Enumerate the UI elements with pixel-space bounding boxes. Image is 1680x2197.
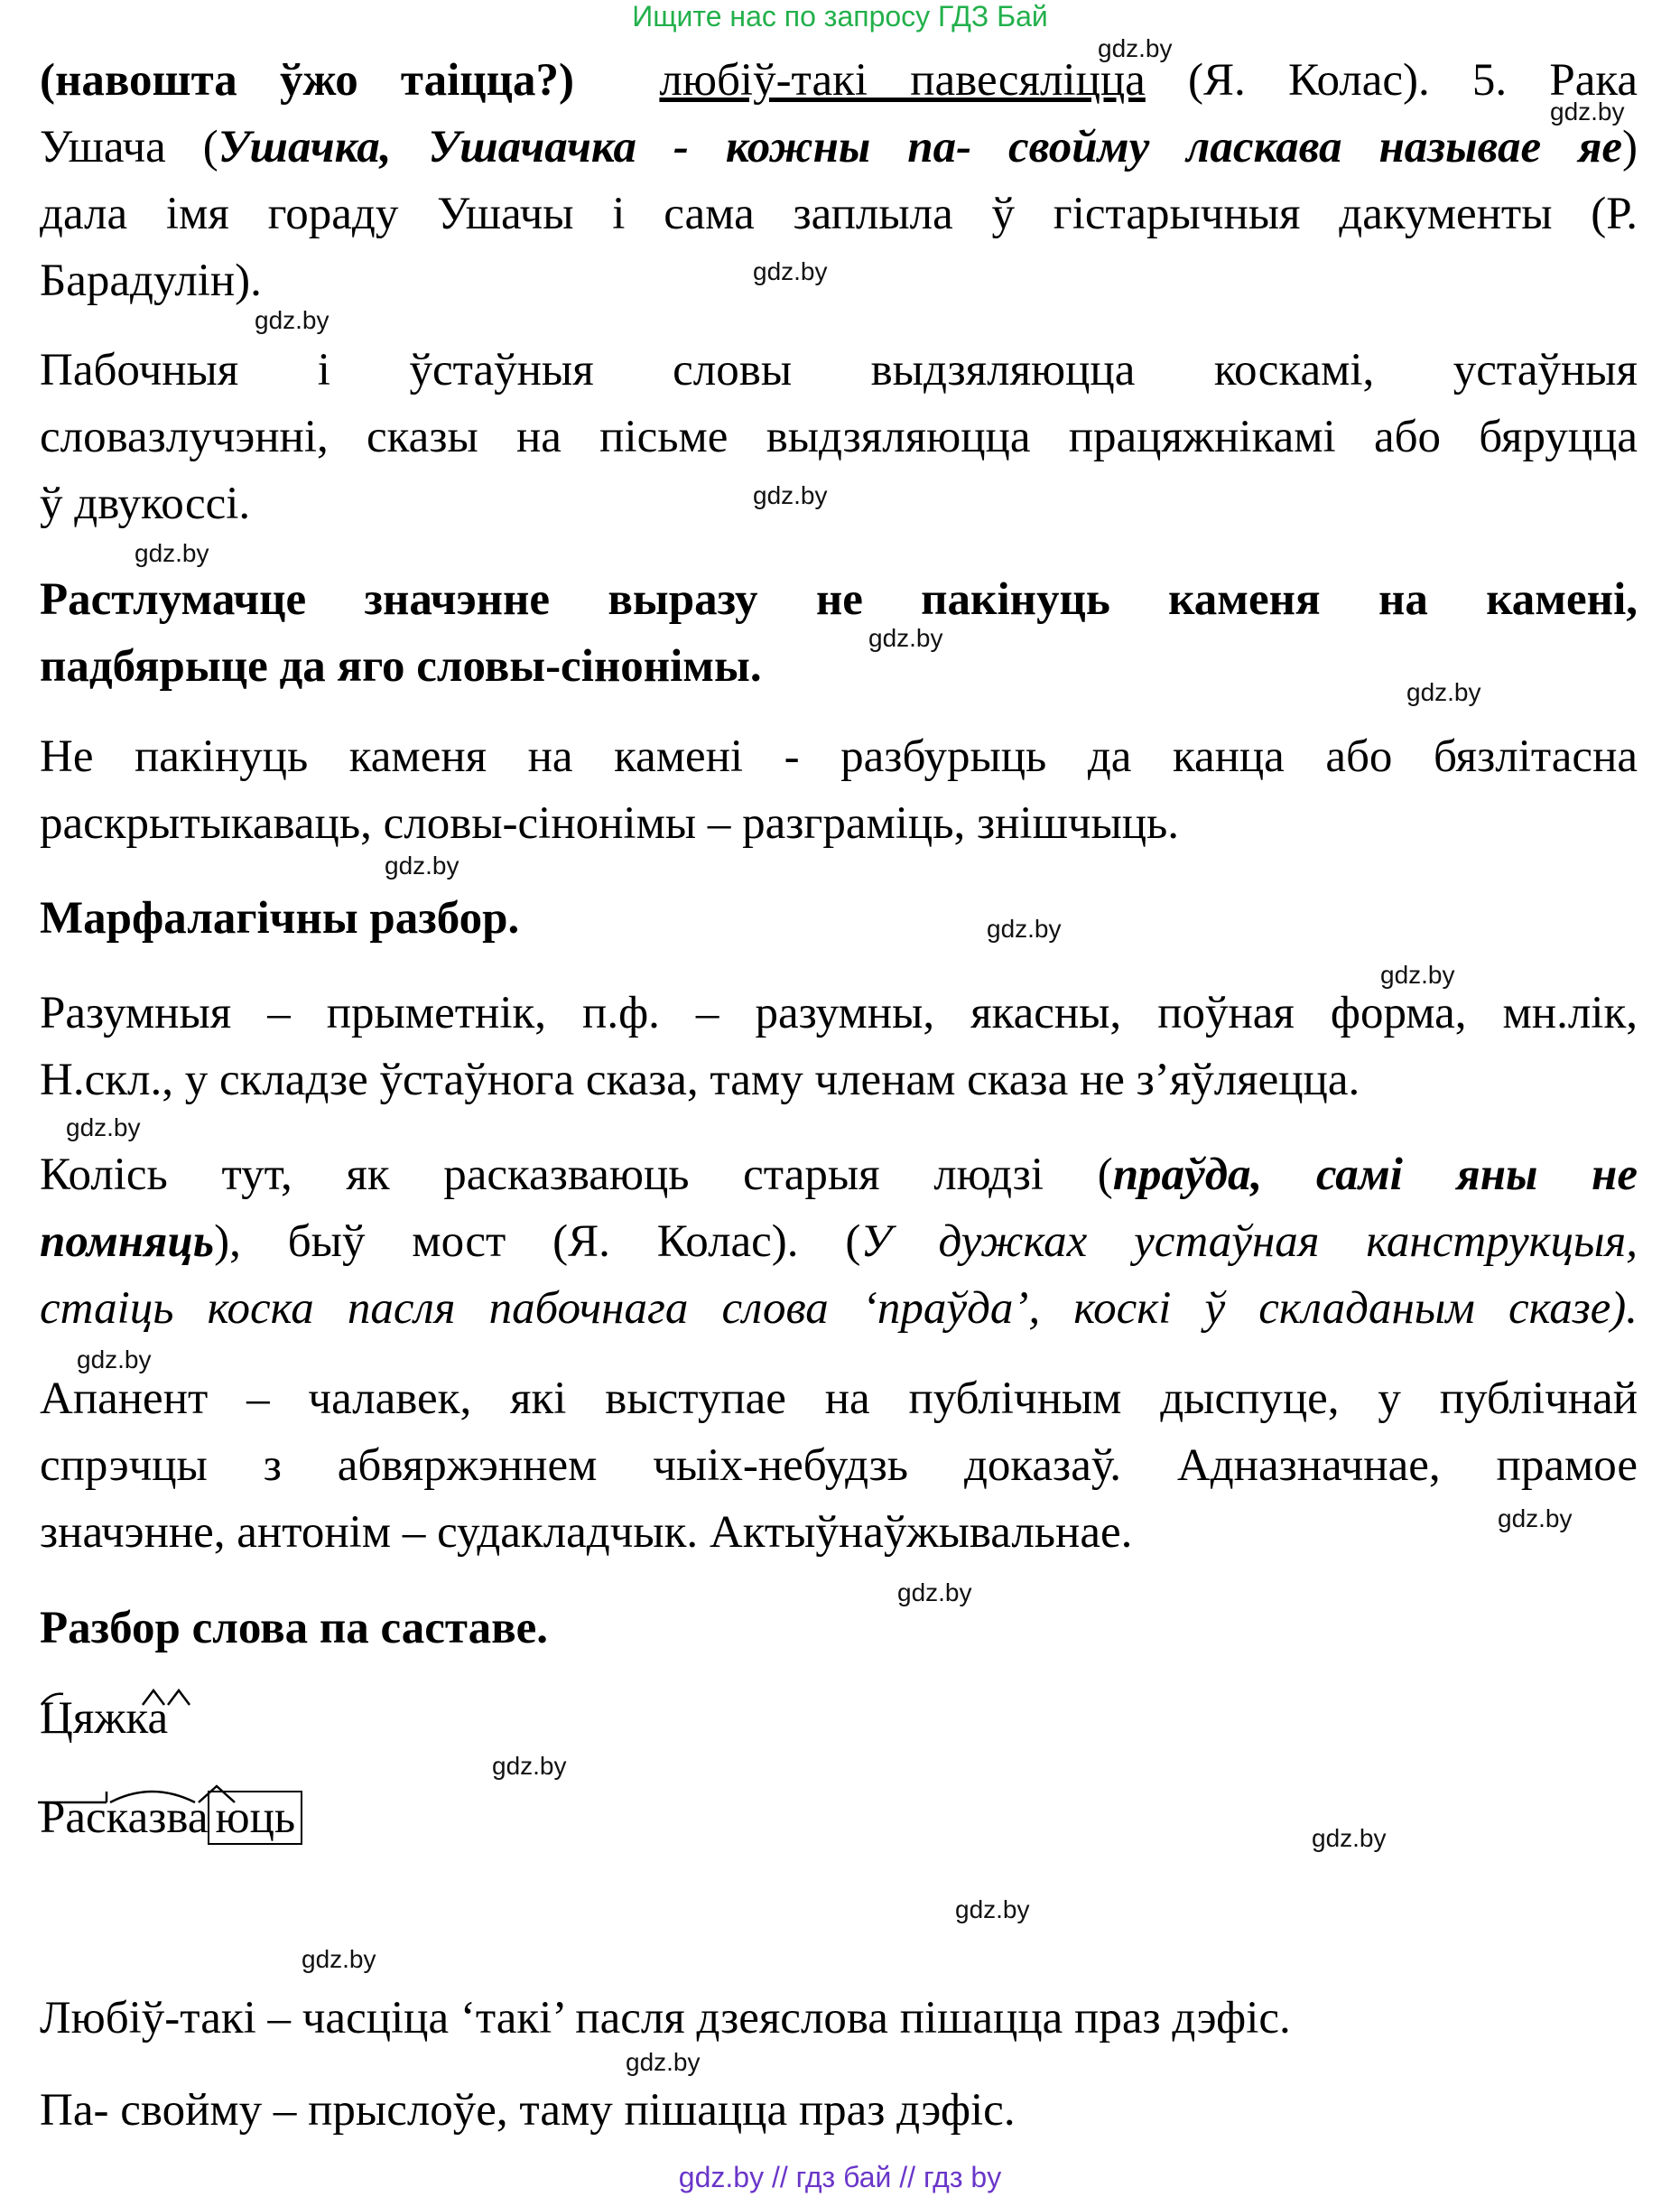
watermark: gdz.by bbox=[1550, 98, 1625, 126]
paragraph-line: ў двукоссі. bbox=[40, 479, 251, 529]
section-heading-composition: Разбор слова па саставе. bbox=[40, 1603, 548, 1653]
morpheme-marks-tsiazhka bbox=[36, 1687, 199, 1714]
watermark: gdz.by bbox=[66, 1113, 141, 1141]
word-tsiazhka: Цяжка bbox=[40, 1693, 169, 1744]
paragraph-line: Барадулін). bbox=[40, 256, 262, 306]
paragraph-line bbox=[40, 47, 1638, 114]
paragraph-line: дала імя гораду Ушачы і сама заплыла ў гістарычныя дакументы (Р. bbox=[40, 189, 1638, 239]
morphology-paragraph bbox=[40, 980, 1638, 1113]
definition-paragraph bbox=[40, 1365, 1638, 1566]
header-banner[interactable]: Ищите нас по запросу ГДЗ Бай bbox=[632, 0, 1048, 33]
watermark: gdz.by bbox=[492, 1752, 567, 1780]
watermark: gdz.by bbox=[385, 852, 459, 880]
watermark: gdz.by bbox=[77, 1345, 152, 1373]
sentence-line bbox=[40, 1208, 1638, 1275]
answer-paragraph bbox=[40, 723, 1638, 857]
sentence-line bbox=[40, 1141, 1638, 1208]
watermark: gdz.by bbox=[753, 481, 828, 509]
definition-line: спрэчцы з абвяржэннем чыіх-небудзь доказаў. Адназначнае, прамое bbox=[40, 1440, 1638, 1491]
bold-parenthetical: (навошта ўжо таіцца?) bbox=[40, 55, 574, 106]
root-arc-mark bbox=[110, 1792, 195, 1802]
question-line: Растлумачце значэнне выразу не пакінуць каменя на камені, bbox=[40, 574, 1638, 625]
morph-line: Н.скл., у складзе ўстаўнога сказа, таму членам сказа не з’яўляецца. bbox=[40, 1055, 1360, 1105]
watermark: gdz.by bbox=[753, 257, 828, 285]
watermark: gdz.by bbox=[302, 1945, 376, 1973]
watermark: gdz.by bbox=[897, 1578, 972, 1606]
watermark: gdz.by bbox=[135, 539, 209, 567]
watermark: gdz.by bbox=[1312, 1824, 1387, 1852]
root-arc-mark bbox=[42, 1694, 63, 1705]
paragraph-line: словазлучэнні, сказы на пісьме выдзяляюцца працяжнікамі або бяруцца bbox=[40, 412, 1638, 462]
note-pa-svoimu: Па- свойму – прыслоўе, таму пішацца праз дэфіс. bbox=[40, 2085, 1016, 2136]
watermark: gdz.by bbox=[955, 1895, 1030, 1923]
watermark: gdz.by bbox=[626, 2048, 701, 2076]
question-line: падбярыце да яго словы-сінонімы. bbox=[40, 641, 762, 692]
bold-italic-insertion: помняць bbox=[40, 1216, 215, 1267]
watermark: gdz.by bbox=[1380, 961, 1455, 989]
watermark: gdz.by bbox=[255, 306, 330, 334]
suffix-mark bbox=[168, 1690, 190, 1705]
watermark: gdz.by bbox=[868, 624, 943, 652]
bold-italic-insertion: праўда, самі яны не bbox=[1112, 1150, 1638, 1200]
sentence-line: стаіць коска пасля пабочнага слова ‘праўда’, коскі ў складаным сказе). bbox=[40, 1283, 1638, 1334]
underlined-phrase: любіў-такі павесяліцца bbox=[659, 55, 1146, 106]
morpheme-marks-raskazvaiuts bbox=[36, 1781, 325, 1808]
footer-links[interactable]: gdz.by // гдз бай // гдз by bbox=[678, 2161, 1002, 2193]
definition-line: Апанент – чалавек, які выступае на публічным дыспуце, у публічнай bbox=[40, 1373, 1638, 1424]
task-question bbox=[40, 566, 1638, 700]
paragraph-line: Пабочныя і ўстаўныя словы выдзяляюцца коскамі, устаўныя bbox=[40, 345, 1638, 396]
watermark: gdz.by bbox=[987, 915, 1062, 943]
answer-line: раскрытыкаваць, словы-сінонімы – разграміць, знішчыць. bbox=[40, 798, 1180, 849]
word-stem: Расказва bbox=[40, 1792, 209, 1843]
text-span: Ушача ( bbox=[40, 122, 218, 172]
italic-comment: У дужках устаўная канструкцыя, bbox=[860, 1216, 1638, 1267]
answer-line: Не пакінуць каменя на камені - разбурыць да канца або бязлітасна bbox=[40, 731, 1638, 782]
watermark: gdz.by bbox=[1098, 34, 1173, 62]
morph-line: Разумныя – прыметнік, п.ф. – разумны, якасны, поўная форма, мн.лік, bbox=[40, 988, 1638, 1038]
paragraph-line bbox=[40, 114, 1638, 181]
section-heading-morphology: Марфалагічны разбор. bbox=[40, 893, 520, 944]
text-span: (Я. Колас). 5. Рака bbox=[1188, 55, 1638, 106]
watermark: gdz.by bbox=[1498, 1504, 1573, 1532]
text-span: ), быў мост (Я. Колас). ( bbox=[214, 1216, 861, 1267]
paragraph-rule bbox=[40, 337, 1638, 537]
suffix-mark bbox=[199, 1786, 235, 1802]
bold-italic-insertion: Ушачка, Ушачачка - кожны па- свойму ласкава называе яе bbox=[218, 122, 1622, 172]
watermark: gdz.by bbox=[1406, 678, 1481, 706]
sentence-paragraph bbox=[40, 1141, 1638, 1342]
text-span: Колісь тут, як расказваюць старыя людзі ( bbox=[40, 1150, 1113, 1200]
suffix-mark bbox=[143, 1690, 164, 1705]
paragraph-sentence-continuation bbox=[40, 47, 1638, 314]
text-span: ) bbox=[1622, 122, 1638, 172]
word-ending-box: юць bbox=[208, 1791, 302, 1845]
note-liubiu-taki: Любіў-такі – часціца ‘такі’ пасля дзеяслова пішацца праз дэфіс. bbox=[40, 1993, 1291, 2043]
definition-line: значэнне, антонім – судакладчык. Актыўнаўжывальнае. bbox=[40, 1507, 1133, 1558]
